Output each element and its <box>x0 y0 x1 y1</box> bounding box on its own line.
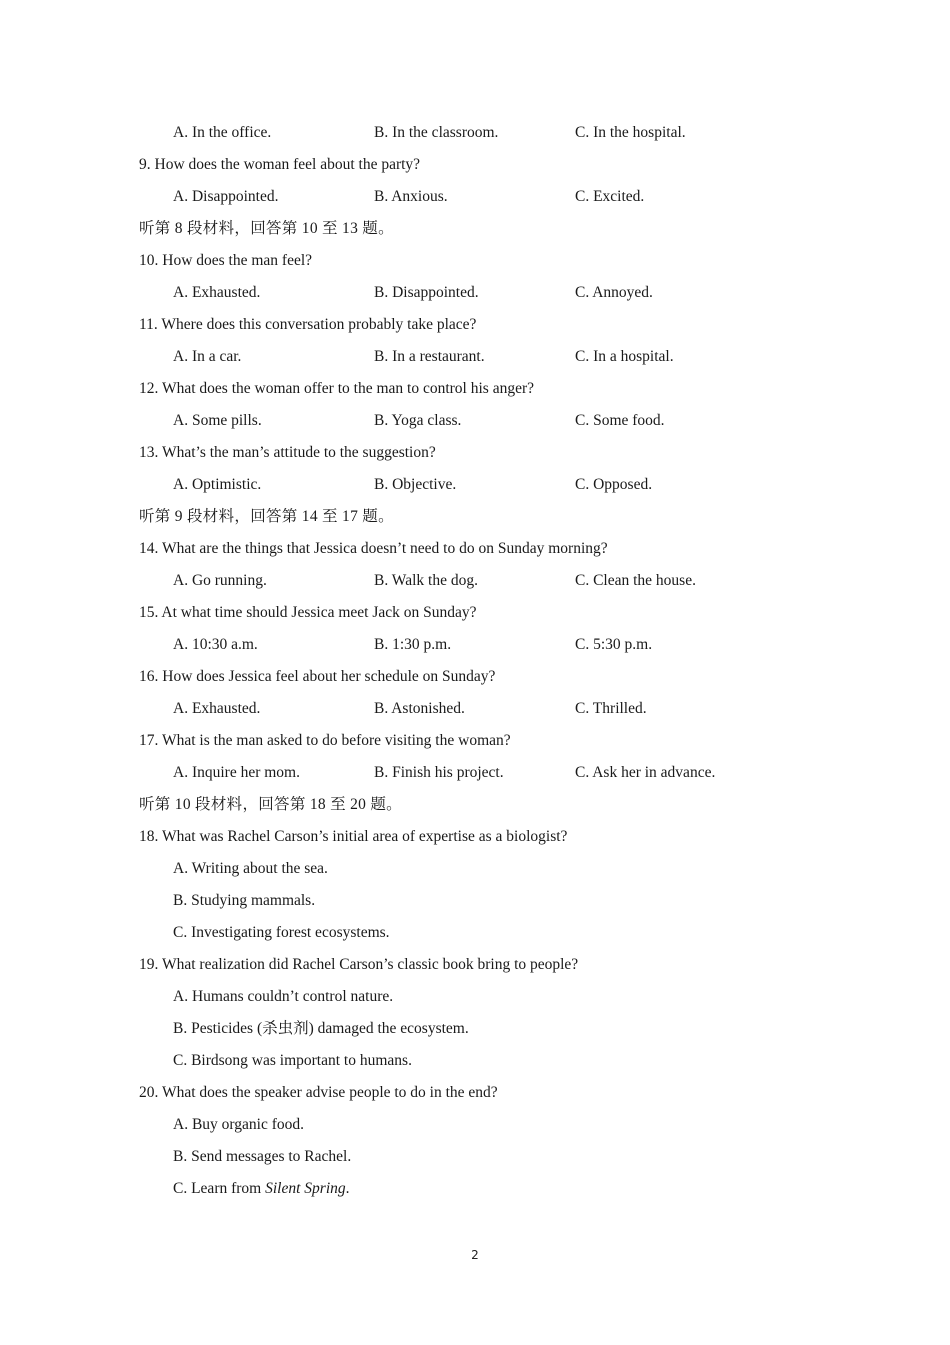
q19-question: 19. What realization did Rachel Carson’s classic book bring to people? <box>139 956 579 973</box>
q16-option-a: A. Exhausted. <box>173 700 261 717</box>
q14-option-b: B. Walk the dog. <box>374 572 478 589</box>
q15-question: 15. At what time should Jessica meet Jack on Sunday? <box>139 604 477 621</box>
q8-option-a: A. In the office. <box>173 124 272 141</box>
q13-option-c: C. Opposed. <box>575 476 653 493</box>
q16-option-b: B. Astonished. <box>374 700 465 717</box>
page-number: 2 <box>471 1248 479 1262</box>
q19-option-a: A. Humans couldn’t control nature. <box>173 988 394 1005</box>
q10-question: 10. How does the man feel? <box>139 252 313 269</box>
q16-options <box>139 693 839 725</box>
q10-option-c: C. Annoyed. <box>575 284 653 301</box>
q13-options <box>139 469 839 501</box>
q9-option-b: B. Anxious. <box>374 188 448 205</box>
q18-option-c: C. Investigating forest ecosystems. <box>173 924 390 941</box>
q20-book-title: Silent Spring <box>265 1180 346 1197</box>
q15-options <box>139 629 839 661</box>
q12-options <box>139 405 839 437</box>
q20-option-a: A. Buy organic food. <box>173 1116 305 1133</box>
q20-option-c <box>139 1173 839 1205</box>
q15-option-a: A. 10:30 a.m. <box>173 636 258 653</box>
q11-options <box>139 341 839 373</box>
section-8-heading: 听第 8 段材料，回答第 10 至 13 题。 <box>139 220 394 237</box>
q14-options <box>139 565 839 597</box>
q10-options <box>139 277 839 309</box>
q17-options <box>139 757 839 789</box>
q14-option-c: C. Clean the house. <box>575 572 696 589</box>
q19-option-c: C. Birdsong was important to humans. <box>173 1052 412 1069</box>
section-9-heading: 听第 9 段材料，回答第 14 至 17 题。 <box>139 508 394 525</box>
q14-question: 14. What are the things that Jessica doesn’t need to do on Sunday morning? <box>139 540 608 557</box>
q12-option-a: A. Some pills. <box>173 412 262 429</box>
q12-option-b: B. Yoga class. <box>374 412 462 429</box>
q9-options <box>139 181 839 213</box>
q12-question: 12. What does the woman offer to the man to control his anger? <box>139 380 535 397</box>
q17-option-c: C. Ask her in advance. <box>575 764 716 781</box>
q18-option-b: B. Studying mammals. <box>173 892 316 909</box>
section-10-heading: 听第 10 段材料，回答第 18 至 20 题。 <box>139 796 402 813</box>
q9-option-a: A. Disappointed. <box>173 188 279 205</box>
q8-options <box>139 117 839 149</box>
q15-option-b: B. 1:30 p.m. <box>374 636 452 653</box>
q17-option-b: B. Finish his project. <box>374 764 504 781</box>
q17-question: 17. What is the man asked to do before visiting the woman? <box>139 732 511 749</box>
q20-book-suffix: . <box>345 1180 350 1197</box>
q13-question: 13. What’s the man’s attitude to the suggestion? <box>139 444 436 461</box>
q9-question: 9. How does the woman feel about the party? <box>139 156 421 173</box>
q11-option-a: A. In a car. <box>173 348 242 365</box>
listening-questions <box>139 117 839 1205</box>
q17-option-a: A. Inquire her mom. <box>173 764 300 781</box>
q20-question: 20. What does the speaker advise people to do in the end? <box>139 1084 498 1101</box>
q11-question: 11. Where does this conversation probably take place? <box>139 316 477 333</box>
q18-question: 18. What was Rachel Carson’s initial area of expertise as a biologist? <box>139 828 568 845</box>
q8-option-c: C. In the hospital. <box>575 124 686 141</box>
q8-option-b: B. In the classroom. <box>374 124 499 141</box>
q9-option-c: C. Excited. <box>575 188 645 205</box>
q11-option-b: B. In a restaurant. <box>374 348 485 365</box>
q13-option-b: B. Objective. <box>374 476 457 493</box>
q16-option-c: C. Thrilled. <box>575 700 647 717</box>
q15-option-c: C. 5:30 p.m. <box>575 636 653 653</box>
q11-option-c: C. In a hospital. <box>575 348 674 365</box>
q10-option-b: B. Disappointed. <box>374 284 479 301</box>
q10-option-a: A. Exhausted. <box>173 284 261 301</box>
q20-option-b: B. Send messages to Rachel. <box>173 1148 352 1165</box>
q20-option-c-text: C. Learn from <box>173 1180 266 1197</box>
q18-option-a: A. Writing about the sea. <box>173 860 328 877</box>
q13-option-a: A. Optimistic. <box>173 476 262 493</box>
q16-question: 16. How does Jessica feel about her schedule on Sunday? <box>139 668 496 685</box>
q14-option-a: A. Go running. <box>173 572 267 589</box>
q19-option-b: B. Pesticides (杀虫剂) damaged the ecosystem. <box>173 1020 469 1037</box>
q12-option-c: C. Some food. <box>575 412 665 429</box>
